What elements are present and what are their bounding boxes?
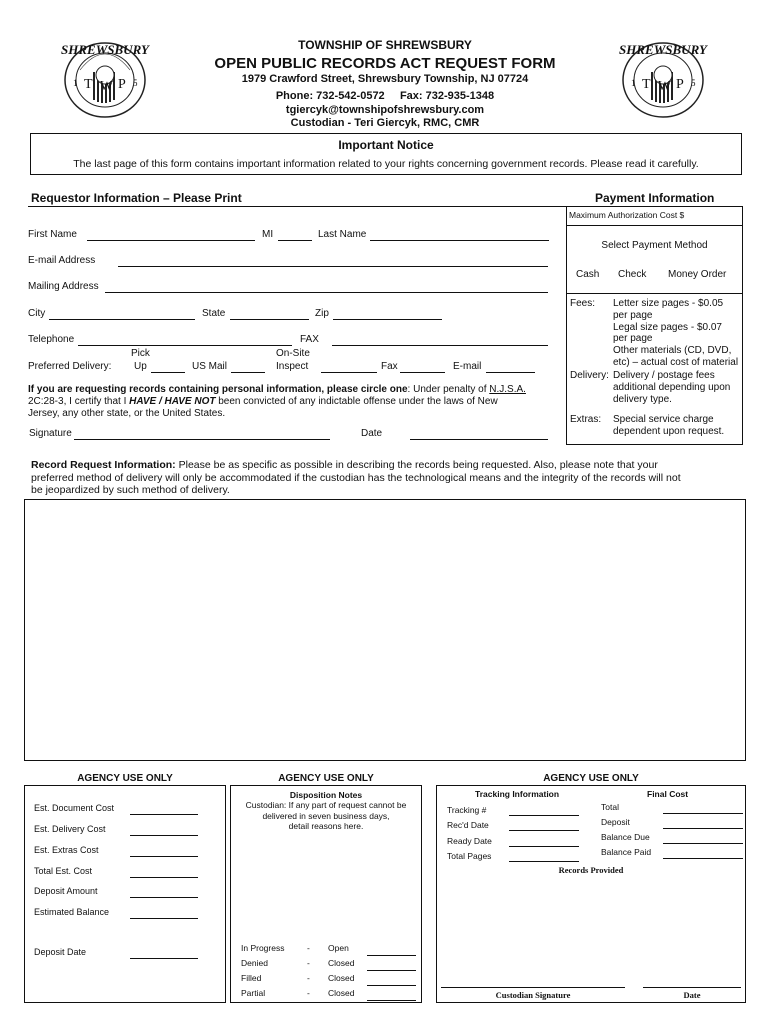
form-title: OPEN PUBLIC RECORDS ACT REQUEST FORM bbox=[214, 55, 556, 72]
total-est-cost-label: Total Est. Cost bbox=[34, 866, 93, 876]
delivery-line: delivery type. bbox=[613, 393, 672, 405]
status-closed-field[interactable] bbox=[367, 1000, 416, 1001]
pickup-option-label: Up bbox=[134, 361, 147, 372]
pick-label: Pick bbox=[131, 348, 150, 359]
phone-fax: Phone: 732-542-0572 Fax: 732-935-1348 bbox=[275, 90, 495, 102]
recd-date-field[interactable] bbox=[509, 830, 579, 831]
balance-due-label: Balance Due bbox=[601, 832, 650, 842]
seal-initial: P bbox=[118, 77, 126, 92]
tracking-information-title: Tracking Information bbox=[475, 789, 560, 799]
record-request-title: Record Request Information: bbox=[31, 459, 176, 471]
deposit-date-field[interactable] bbox=[130, 958, 198, 959]
max-authorization-label: Maximum Authorization Cost $ bbox=[569, 210, 685, 220]
mailing-address-field[interactable] bbox=[105, 292, 548, 293]
email-option-field[interactable] bbox=[486, 372, 535, 373]
last-name-field[interactable] bbox=[370, 240, 549, 241]
fee-line: etc) – actual cost of material bbox=[613, 356, 739, 368]
note-line: Custodian: If any part of request cannot be bbox=[245, 800, 407, 810]
final-total-label: Total bbox=[601, 802, 619, 812]
agency-tracking-box bbox=[436, 785, 746, 1003]
est-extras-cost-field[interactable] bbox=[130, 856, 198, 857]
seal-name-text: SHREWSBURY bbox=[619, 42, 707, 57]
telephone-label: Telephone bbox=[28, 334, 75, 345]
status-open[interactable]: Open bbox=[328, 943, 349, 953]
status-dash: - bbox=[307, 958, 310, 968]
fees-details bbox=[613, 298, 738, 369]
payment-money-order-option[interactable]: Money Order bbox=[668, 269, 727, 280]
zip-label: Zip bbox=[315, 308, 329, 319]
mailing-address-label: Mailing Address bbox=[28, 281, 99, 292]
custodian-name: Custodian - Teri Giercyk, RMC, CMR bbox=[290, 117, 480, 129]
agency-disposition-title: AGENCY USE ONLY bbox=[278, 773, 374, 784]
record-request-instructions bbox=[31, 459, 743, 497]
select-payment-method-label: Select Payment Method bbox=[601, 240, 708, 251]
notice-text: The last page of this form contains important information related to your rights concerning government records. Please read it carefully. bbox=[73, 158, 699, 170]
last-name-label: Last Name bbox=[318, 229, 367, 240]
status-open-field[interactable] bbox=[367, 955, 416, 956]
extras-line: dependent upon request. bbox=[613, 425, 725, 437]
requestor-title-rule bbox=[28, 206, 568, 207]
extras-label: Extras: bbox=[570, 414, 602, 425]
balance-due-field[interactable] bbox=[663, 843, 743, 844]
email-option-label: E-mail bbox=[453, 361, 482, 372]
fax-label: FAX bbox=[300, 334, 319, 345]
ready-date-field[interactable] bbox=[509, 846, 579, 847]
njsa-reference: N.J.S.A. bbox=[489, 384, 526, 395]
inspect-option-label: Inspect bbox=[276, 361, 309, 372]
first-name-field[interactable] bbox=[87, 240, 255, 241]
record-request-text-line3: be jeopardized by such method of delivery. bbox=[31, 484, 230, 496]
status-closed[interactable]: Closed bbox=[328, 958, 355, 968]
status-partial[interactable]: Partial bbox=[241, 988, 266, 998]
seal-digit: 5 bbox=[133, 78, 138, 88]
personal-info-certification bbox=[28, 384, 553, 420]
preferred-delivery-label: Preferred Delivery: bbox=[28, 361, 112, 372]
city-field[interactable] bbox=[49, 319, 195, 320]
deposit-date-label: Deposit Date bbox=[34, 947, 87, 957]
onsite-inspect-field[interactable] bbox=[321, 372, 377, 373]
est-document-cost-field[interactable] bbox=[130, 814, 198, 815]
zip-field[interactable] bbox=[333, 319, 442, 320]
total-pages-field[interactable] bbox=[509, 861, 579, 862]
email-field[interactable] bbox=[118, 266, 548, 267]
fee-line: per page bbox=[613, 333, 653, 345]
city-label: City bbox=[28, 308, 46, 319]
date-field[interactable] bbox=[410, 439, 548, 440]
balance-paid-label: Balance Paid bbox=[601, 847, 652, 857]
deposit-amount-label: Deposit Amount bbox=[34, 886, 98, 896]
have-have-not-choice[interactable]: HAVE / HAVE NOT bbox=[129, 396, 216, 407]
certify-text-cont: been convicted of any indictable offense under the laws of New bbox=[215, 396, 498, 407]
note-line: detail reasons here. bbox=[288, 821, 364, 831]
important-notice-box bbox=[30, 133, 742, 175]
status-closed[interactable]: Closed bbox=[328, 988, 355, 998]
mi-label: MI bbox=[262, 229, 274, 240]
pickup-option-field[interactable] bbox=[151, 372, 185, 373]
note-line: delivered in seven business days, bbox=[262, 810, 390, 821]
status-dash: - bbox=[307, 988, 310, 998]
fax-field[interactable] bbox=[332, 345, 548, 346]
email-label: E-mail Address bbox=[28, 255, 96, 266]
estimated-balance-field[interactable] bbox=[130, 918, 198, 919]
fax-option-label: Fax bbox=[381, 361, 398, 372]
status-dash: - bbox=[307, 943, 310, 953]
deposit-amount-field[interactable] bbox=[130, 897, 198, 898]
payment-methods-rule bbox=[567, 293, 742, 294]
custodian-date-label: Date bbox=[683, 990, 701, 1000]
custodian-signature-field[interactable] bbox=[441, 987, 625, 988]
status-closed-field[interactable] bbox=[367, 970, 416, 971]
estimated-balance-label: Estimated Balance bbox=[34, 907, 110, 917]
seal-name-text: SHREWSBURY bbox=[61, 42, 149, 57]
status-dash: - bbox=[307, 973, 310, 983]
certify-text: 2C:28-3, I certify that I bbox=[28, 396, 130, 407]
agency-tracking-title: AGENCY USE ONLY bbox=[543, 773, 639, 784]
record-request-text-line2: preferred method of delivery will only be accommodated if the custodian has the technological means and the integrity of the records will not bbox=[31, 471, 681, 484]
fee-line: per page bbox=[613, 309, 653, 321]
signature-field[interactable] bbox=[74, 439, 330, 440]
us-mail-option-label: US Mail bbox=[192, 361, 228, 372]
notice-title: Important Notice bbox=[338, 138, 434, 152]
payment-cash-option[interactable]: Cash bbox=[576, 269, 600, 280]
certify-text-end: Jersey, any other state, or the United States. bbox=[28, 408, 226, 419]
seal-initial: T bbox=[84, 77, 93, 92]
custodian-date-field[interactable] bbox=[643, 987, 741, 988]
est-delivery-cost-field[interactable] bbox=[130, 835, 198, 836]
state-label: State bbox=[202, 308, 226, 319]
personal-info-text: : Under penalty of bbox=[407, 384, 490, 395]
agency-cost-title: AGENCY USE ONLY bbox=[77, 773, 173, 784]
payment-box bbox=[566, 206, 743, 445]
status-closed[interactable]: Closed bbox=[328, 973, 355, 983]
seal-initial: W bbox=[100, 79, 114, 94]
delivery-line: additional depending upon bbox=[613, 381, 731, 393]
extras-details bbox=[613, 414, 724, 438]
final-deposit-field[interactable] bbox=[663, 828, 743, 829]
final-deposit-label: Deposit bbox=[601, 817, 630, 827]
township-name: TOWNSHIP OF SHREWSBURY bbox=[298, 38, 472, 52]
recd-date-label: Rec'd Date bbox=[447, 820, 489, 830]
total-est-cost-field[interactable] bbox=[130, 877, 198, 878]
fee-line: Legal size pages - $0.07 bbox=[613, 321, 722, 333]
onsite-label: On-Site bbox=[276, 348, 310, 359]
seal-digit: 5 bbox=[691, 78, 696, 88]
seal-digit: 1 bbox=[73, 78, 78, 88]
state-field[interactable] bbox=[230, 319, 309, 320]
payment-check-option[interactable]: Check bbox=[618, 269, 647, 280]
agency-cost-box bbox=[24, 785, 226, 1003]
date-label: Date bbox=[361, 428, 383, 439]
max-authorization-rule bbox=[567, 225, 742, 226]
custodian-email: tgiercyk@townshipofshrewsbury.com bbox=[285, 104, 485, 116]
total-pages-label: Total Pages bbox=[447, 851, 492, 861]
disposition-notes-instructions bbox=[231, 800, 421, 832]
us-mail-option-field[interactable] bbox=[231, 372, 265, 373]
personal-info-bold: If you are requesting records containing personal information, please circle one bbox=[28, 384, 408, 395]
est-extras-cost-label: Est. Extras Cost bbox=[34, 845, 99, 855]
delivery-details bbox=[613, 370, 730, 405]
est-delivery-cost-label: Est. Delivery Cost bbox=[34, 824, 106, 834]
agency-disposition-box bbox=[230, 785, 422, 1003]
township-seal-right bbox=[614, 30, 712, 122]
telephone-field[interactable] bbox=[78, 345, 292, 346]
status-in-progress[interactable]: In Progress bbox=[241, 943, 285, 953]
status-filled[interactable]: Filled bbox=[241, 973, 262, 983]
ready-date-label: Ready Date bbox=[447, 836, 492, 846]
township-address: 1979 Crawford Street, Shrewsbury Township, NJ 07724 bbox=[241, 73, 529, 85]
seal-initial: W bbox=[658, 79, 672, 94]
first-name-label: First Name bbox=[28, 229, 77, 240]
extras-line: Special service charge bbox=[613, 414, 714, 425]
tracking-number-field[interactable] bbox=[509, 815, 579, 816]
fax-option-field[interactable] bbox=[400, 372, 445, 373]
seal-digit: 1 bbox=[631, 78, 636, 88]
fees-label: Fees: bbox=[570, 298, 596, 309]
final-cost-title: Final Cost bbox=[647, 789, 689, 799]
signature-label: Signature bbox=[29, 428, 72, 439]
final-total-field[interactable] bbox=[663, 813, 743, 814]
delivery-line: Delivery / postage fees bbox=[613, 370, 715, 381]
records-provided-label: Records Provided bbox=[558, 865, 624, 875]
status-denied[interactable]: Denied bbox=[241, 958, 268, 968]
seal-initial: T bbox=[642, 77, 651, 92]
delivery-label: Delivery: bbox=[570, 370, 609, 381]
balance-paid-field[interactable] bbox=[663, 858, 743, 859]
fee-line: Other materials (CD, DVD, bbox=[613, 345, 732, 357]
township-seal-left bbox=[56, 30, 154, 122]
status-closed-field[interactable] bbox=[367, 985, 416, 986]
payment-section-title: Payment Information bbox=[595, 191, 715, 205]
requestor-section-title: Requestor Information – Please Print bbox=[31, 191, 242, 205]
mi-field[interactable] bbox=[278, 240, 312, 241]
disposition-notes-title: Disposition Notes bbox=[289, 790, 363, 800]
fee-line: Letter size pages - $0.05 bbox=[613, 298, 724, 309]
est-document-cost-label: Est. Document Cost bbox=[34, 803, 115, 813]
seal-initial: P bbox=[676, 77, 684, 92]
record-request-text: Please be as specific as possible in describing the records being requested. Also, please note that your bbox=[175, 459, 658, 471]
custodian-signature-label: Custodian Signature bbox=[495, 990, 571, 1000]
record-request-textarea[interactable] bbox=[24, 499, 746, 761]
tracking-number-label: Tracking # bbox=[447, 805, 487, 815]
